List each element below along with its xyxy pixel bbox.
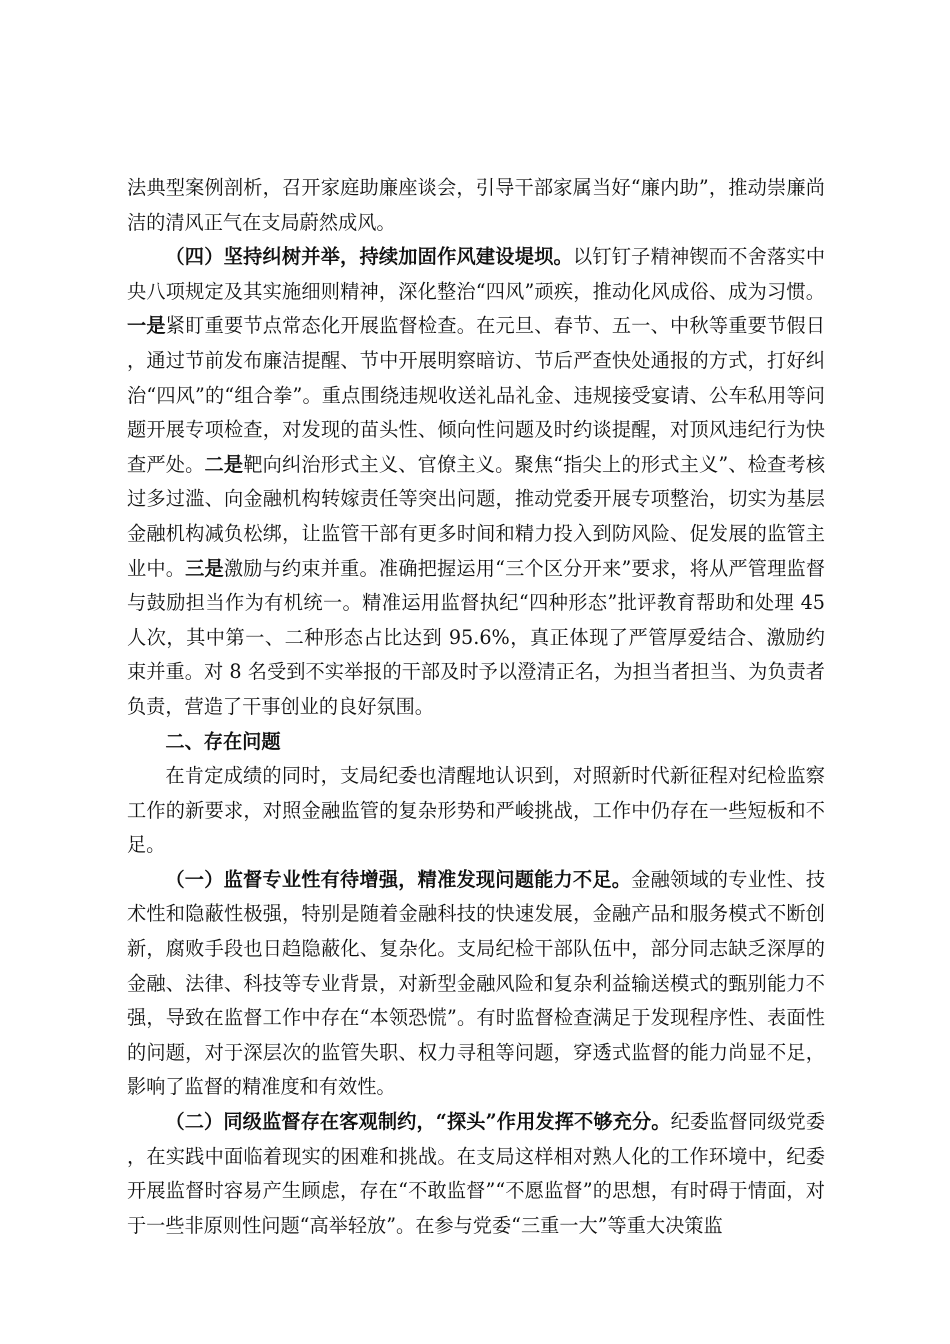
- section-heading-4: （四）坚持纠树并举，持续加固作风建设堤坝。: [165, 245, 573, 269]
- text-segment: 以钉钉子精神锲而不舍落实中央八项规定及其实施细则精神，深化整治“四风”顽疾，推动化风成俗、成为习惯。: [127, 245, 826, 303]
- paragraph-problem-1: [127, 863, 825, 1105]
- section-title-problems: [127, 725, 825, 760]
- text-segment: 纪委监督同级党委，在实践中面临着现实的困难和挑战。在支局这样相对熟人化的工作环境中，纪委开展监督时容易产生顾虑，存在“不敢监督”“不愿监督”的思想，有时碍于情面，对于一些非原则性问题“高举轻放”。在参与党委“三重一大”等重大决策监: [127, 1110, 826, 1237]
- paragraph-problems-intro: [127, 759, 825, 863]
- text-segment: 靶向纠治形式主义、官僚主义。聚焦“指尖上的形式主义”、检查考核过多过滥、向金融机构转嫁责任等突出问题，推动党委开展专项整治，切实为基层金融机构减负松绑，让监管干部有更多时间和精力投入到防风险、促发展的监管主业中。: [127, 452, 826, 580]
- problem-heading-2: （二）同级监督存在客观制约，“探头”作用发挥不够充分。: [165, 1110, 671, 1134]
- problem-heading-1: （一）监督专业性有待增强，精准发现问题能力不足。: [165, 867, 632, 891]
- point-marker-2: 二是: [204, 452, 244, 476]
- text-segment: 金融领域的专业性、技术性和隐蔽性极强，特别是随着金融科技的快速发展，金融产品和服务模式不断创新，腐败手段也日趋隐蔽化、复杂化。支局纪检干部队伍中，部分同志缺乏深厚的金融、法律、科技等专业背景，对新型金融风险和复杂利益输送模式的甄别能力不强，导致在监督工作中存在“本领恐慌”。有时监督检查满足于发现程序性、表面性的问题，对于深层次的监管失职、权力寻租等问题，穿透式监督的能力尚显不足，影响了监督的精准度和有效性。: [127, 867, 826, 1099]
- paragraph-section-4: [127, 240, 825, 724]
- text-segment: 紧盯重要节点常态化开展监督检查。在元旦、春节、五一、中秋等重要节假日，通过节前发布廉洁提醒、节中开展明察暗访、节后严查快处通报的方式，打好纠治“四风”的“组合拳”。重点围绕违规收送礼品礼金、违规接受宴请、公车私用等问题开展专项检查，对发现的苗头性、倾向性问题及时约谈提醒，对顶风违纪行为快查严处。: [127, 314, 826, 476]
- heading-text: 二、存在问题: [165, 729, 281, 753]
- paragraph-1: [127, 171, 825, 240]
- paragraph-problem-2: [127, 1105, 825, 1243]
- text-segment: 激励与约束并重。准确把握运用“三个区分开来”要求，将从严管理监督与鼓励担当作为有机统一。精准运用监督执纪“四种形态”批评教育帮助和处理 45 人次，其中第一、二种形态占比达到 95.6%，真正体现了严管厚爱结合、激励约束并重。对 8 名受到不实举报的干部及时予以澄清正名，为担当者担当、为负责者负责，营造了干事创业的良好氛围。: [127, 556, 826, 718]
- point-marker-3: 三是: [185, 556, 224, 580]
- point-marker-1: 一是: [127, 314, 166, 338]
- text-segment: 在肯定成绩的同时，支局纪委也清醒地认识到，对照新时代新征程对纪检监察工作的新要求，对照金融监管的复杂形势和严峻挑战，工作中仍存在一些短板和不足。: [127, 764, 825, 857]
- document-page: [127, 171, 825, 1243]
- text-segment: 法典型案例剖析，召开家庭助廉座谈会，引导干部家属当好“廉内助”，推动崇廉尚洁的清风正气在支局蔚然成风。: [127, 176, 825, 234]
